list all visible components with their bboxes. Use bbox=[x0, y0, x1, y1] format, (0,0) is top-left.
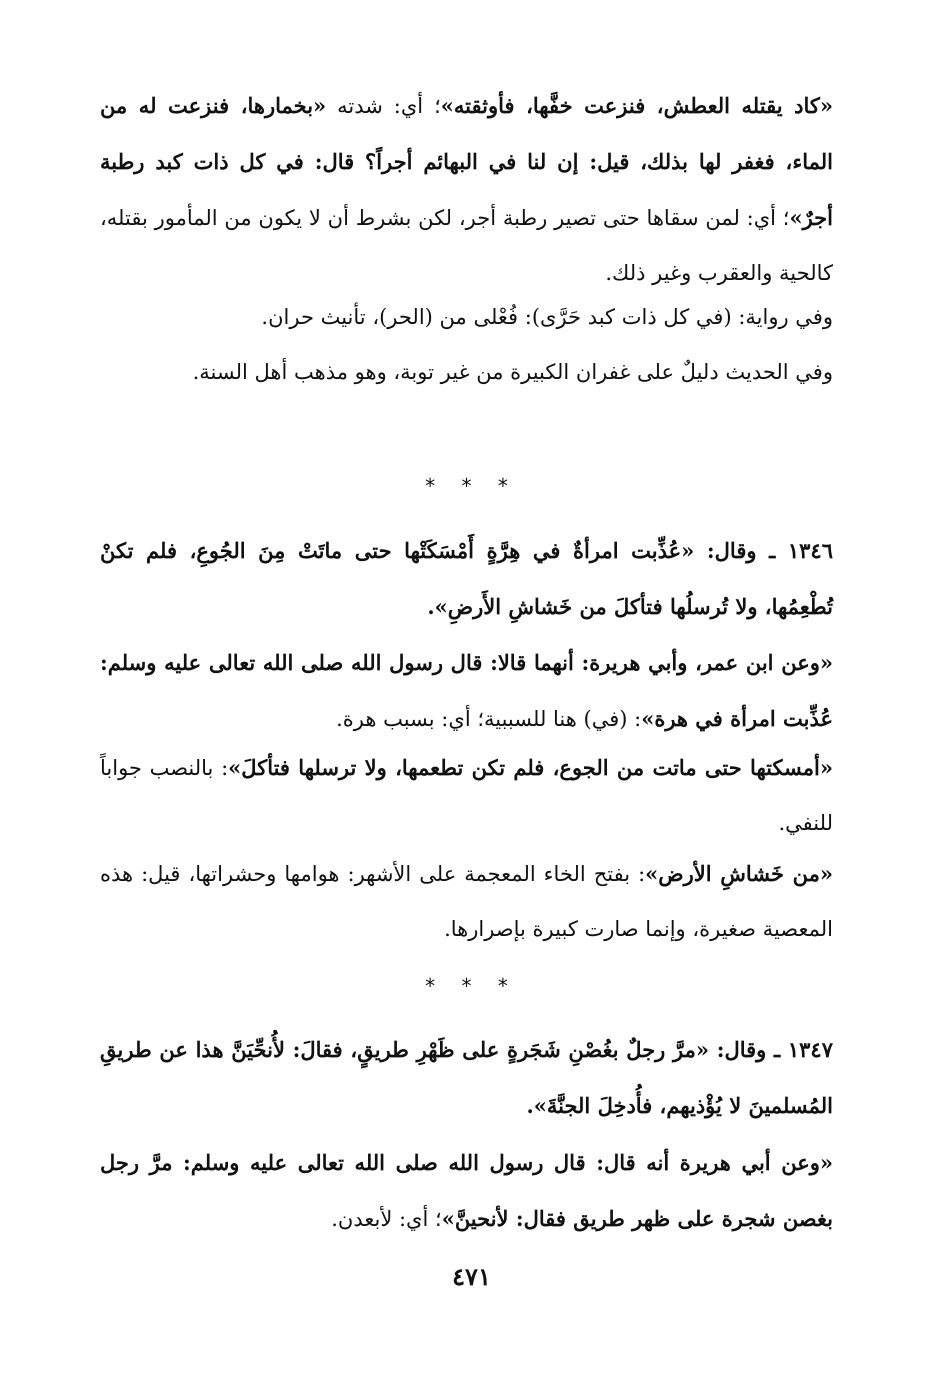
text-segment: ؛ أي: لمن سقاها حتى تصير رطبة أجر، لكن بشرط أن لا يكون من المأمور بقتله، كالحية والعقرب وغير ذلك. bbox=[100, 206, 833, 285]
text-segment: ؛ أي: لأبعدن. bbox=[331, 1207, 442, 1231]
section-separator: * * * bbox=[425, 974, 518, 998]
bold-text-segment: «أمسكتها حتى ماتت من الجوع، فلم تكن تطعمها، ولا ترسلها فتأكلَ» bbox=[228, 755, 833, 780]
bold-text-segment: «وعن أبي هريرة أنه قال: قال رسول الله صلى الله تعالى عليه وسلم: مرَّ رجل بغصن شجرة على ظهر طريق فقال: لأنحينَّ» bbox=[100, 1150, 833, 1231]
section-separator: * * * bbox=[425, 474, 518, 498]
paragraph-hadith-1347-chain bbox=[100, 1135, 833, 1247]
paragraph-hadith-1346-holding bbox=[100, 740, 833, 851]
paragraph-hadith-1346 bbox=[100, 523, 833, 635]
bold-text-segment: ١٣٤٦ ـ وقال: «عُذِّبت امرأةٌ في هِرَّةٍ أَمْسَكَتْها حتى ماتَتْ مِنَ الجُوعِ، فلم تكنْ تُطْعِمُها، ولا تُرسلُها فتأكلَ من خَشاشِ الأَرضِ». bbox=[100, 538, 833, 619]
paragraph-riwaya-note bbox=[100, 290, 833, 345]
paragraph-hadith-1346-khashash bbox=[100, 846, 833, 957]
text-segment: : (في) هنا للسببية؛ أي: بسبب هرة. bbox=[336, 707, 642, 731]
bold-text-segment: «من خَشاشِ الأرض» bbox=[645, 861, 833, 886]
text-segment: وفي رواية: (في كل ذات كبد حَرَّى): فُعْلى من (الحر)، تأنيث حران. bbox=[261, 305, 833, 329]
paragraph-hadith-1347 bbox=[100, 1022, 833, 1134]
bold-text-segment: «بخمارها، فنزعت له من الماء، فغفر لها بذلك، قيل: إن لنا في البهائم أجراً؟ قال: في كل ذات كبد رطبة أجرٌ» bbox=[100, 93, 833, 230]
bold-text-segment: «كاد يقتله العطش، فنزعت خفَّها، فأوثقته» bbox=[440, 93, 833, 118]
paragraph-hadith-1345-explanation bbox=[100, 78, 833, 301]
bold-text-segment: ١٣٤٧ ـ وقال: «مرَّ رجلٌ بغُصْنِ شَجَرةٍ على ظَهْرِ طريقٍ، فقالَ: لأُنحِّيَنَّ هذا عن طريقِ المُسلمينَ لا يُؤْذيهم، فأُدخِلَ الجنَّةَ». bbox=[100, 1037, 833, 1118]
text-segment: : بالنصب جواباً للنفي. bbox=[100, 756, 833, 835]
paragraph-sunnah-note bbox=[100, 345, 833, 400]
text-segment: : بفتح الخاء المعجمة على الأشهر: هوامها وحشراتها، قيل: هذه المعصية صغيرة، وإنما صارت كبيرة بإصرارها. bbox=[100, 862, 833, 941]
page-number: ٤٧١ bbox=[452, 1262, 491, 1291]
text-segment: وفي الحديث دليلٌ على غفران الكبيرة من غير توبة، وهو مذهب أهل السنة. bbox=[192, 360, 833, 384]
paragraph-hadith-1346-chain bbox=[100, 635, 833, 747]
bold-text-segment: «وعن ابن عمر، وأبي هريرة: أنهما قالا: قال رسول الله صلى الله تعالى عليه وسلم: عُذِّبت امرأة في هرة» bbox=[100, 650, 833, 731]
text-segment: ؛ أي: شدته bbox=[326, 94, 441, 118]
